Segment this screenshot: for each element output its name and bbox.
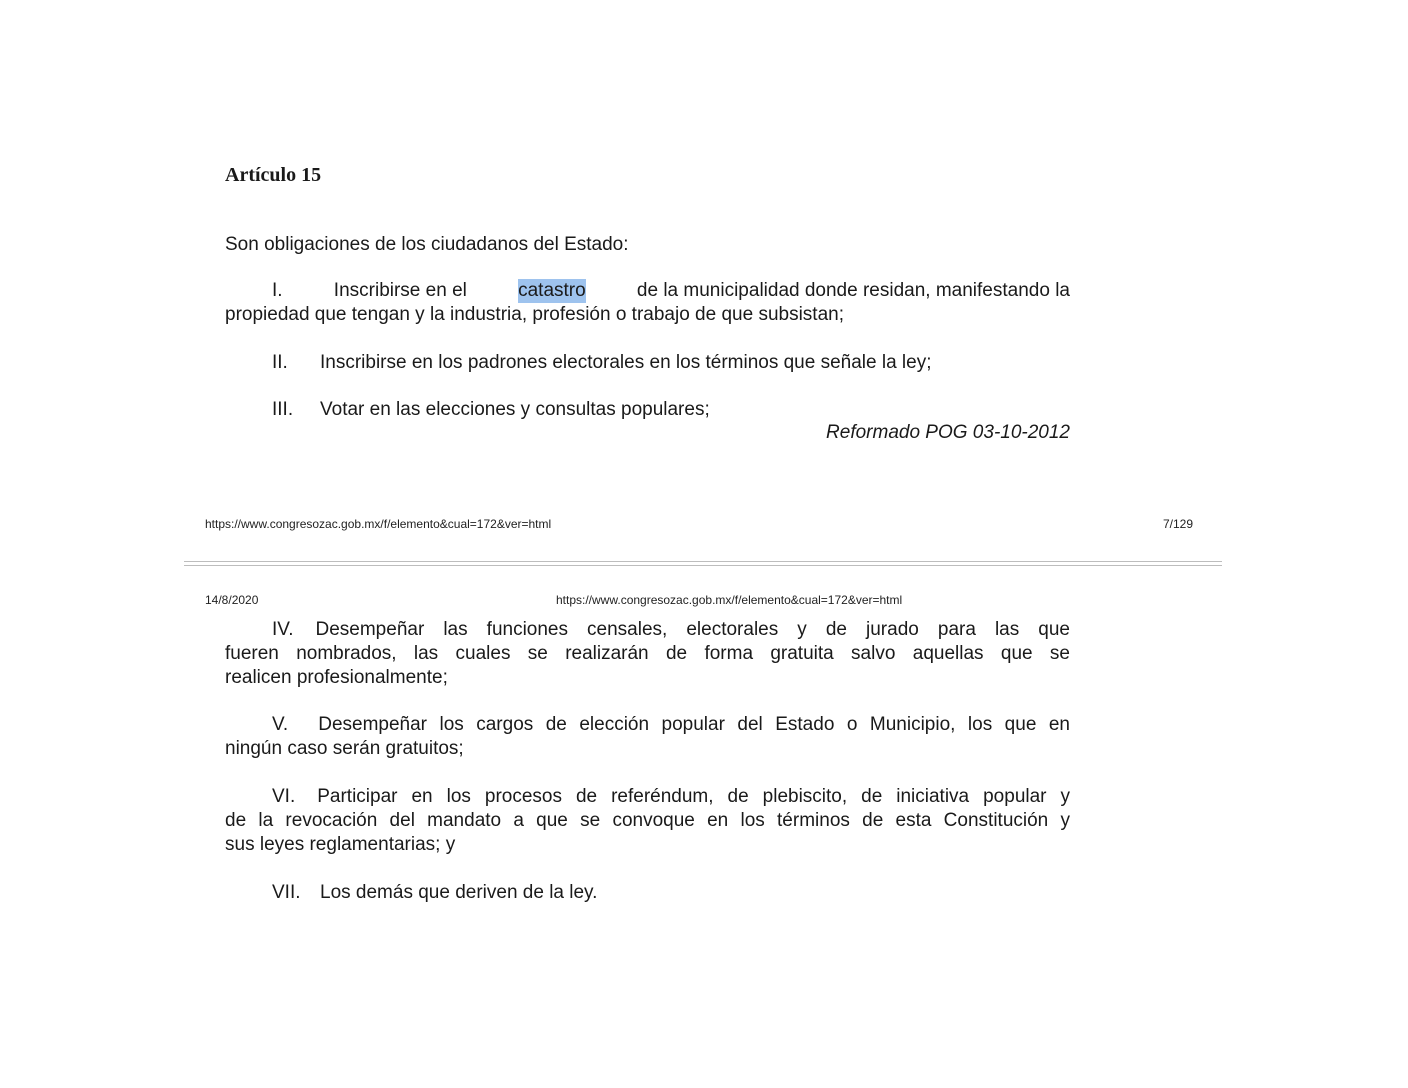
intro-text: Son obligaciones de los ciudadanos del Estado:: [225, 234, 629, 255]
item-3: [272, 398, 710, 422]
item-5-line-2: ningún caso serán gratuitos;: [225, 738, 464, 759]
item-6-line-3: sus leyes reglamentarias; y: [225, 834, 456, 855]
item-1-text-before: Inscribirse en el: [333, 280, 467, 301]
item-7: [272, 881, 597, 905]
item-4-number: IV.: [272, 619, 294, 640]
item-3-number: III.: [272, 399, 294, 420]
header-url[interactable]: https://www.congresozac.gob.mx/f/elemento&cual=172&ver=html: [556, 593, 903, 607]
item-4-line-1: [225, 618, 1070, 642]
item-5-text-line-1: Desempeñar los cargos de elección popular del Estado o Municipio, los que en: [318, 714, 1070, 735]
item-7-text: Los demás que deriven de la ley.: [320, 882, 598, 903]
item-2-text: Inscribirse en los padrones electorales en los términos que señale la ley;: [320, 352, 932, 373]
item-1-text-after: de la municipalidad donde residan, manifestando la: [636, 280, 1070, 301]
item-4-text-line-1: Desempeñar las funciones censales, electorales y de jurado para las que: [315, 619, 1070, 640]
item-6-line-1: [225, 785, 1070, 809]
item-1-line-1: [225, 279, 1070, 303]
item-2: [272, 351, 932, 375]
page-divider-bottom: [184, 565, 1222, 566]
page-divider-top: [184, 561, 1222, 562]
reform-note: Reformado POG 03-10-2012: [826, 422, 1070, 443]
item-6-number: VI.: [272, 786, 296, 807]
header-date: 14/8/2020: [205, 593, 259, 607]
item-5-number: V.: [272, 714, 289, 735]
footer-url[interactable]: https://www.congresozac.gob.mx/f/elemento&cual=172&ver=html: [205, 517, 552, 531]
item-4-line-2: fueren nombrados, las cuales se realizarán de forma gratuita salvo aquellas que se: [225, 643, 1070, 664]
item-6-line-2: de la revocación del mandato a que se convoque en los términos de esta Constitución y: [225, 810, 1070, 831]
item-1-line-2: propiedad que tengan y la industria, profesión o trabajo de que subsistan;: [225, 304, 844, 325]
item-7-number: VII.: [272, 882, 301, 903]
item-4-line-3: realicen profesionalmente;: [225, 667, 448, 688]
item-6-text-line-1: Participar en los procesos de referéndum, de plebiscito, de iniciativa popular y: [317, 786, 1070, 807]
item-5-line-1: [225, 713, 1070, 737]
item-3-text: Votar en las elecciones y consultas populares;: [320, 399, 710, 420]
article-title: Artículo 15: [225, 164, 322, 186]
page-number: 7/129: [1163, 517, 1194, 531]
item-1-number: I.: [272, 280, 283, 301]
item-2-number: II.: [272, 352, 288, 373]
selected-word-highlight[interactable]: catastro: [518, 280, 586, 301]
